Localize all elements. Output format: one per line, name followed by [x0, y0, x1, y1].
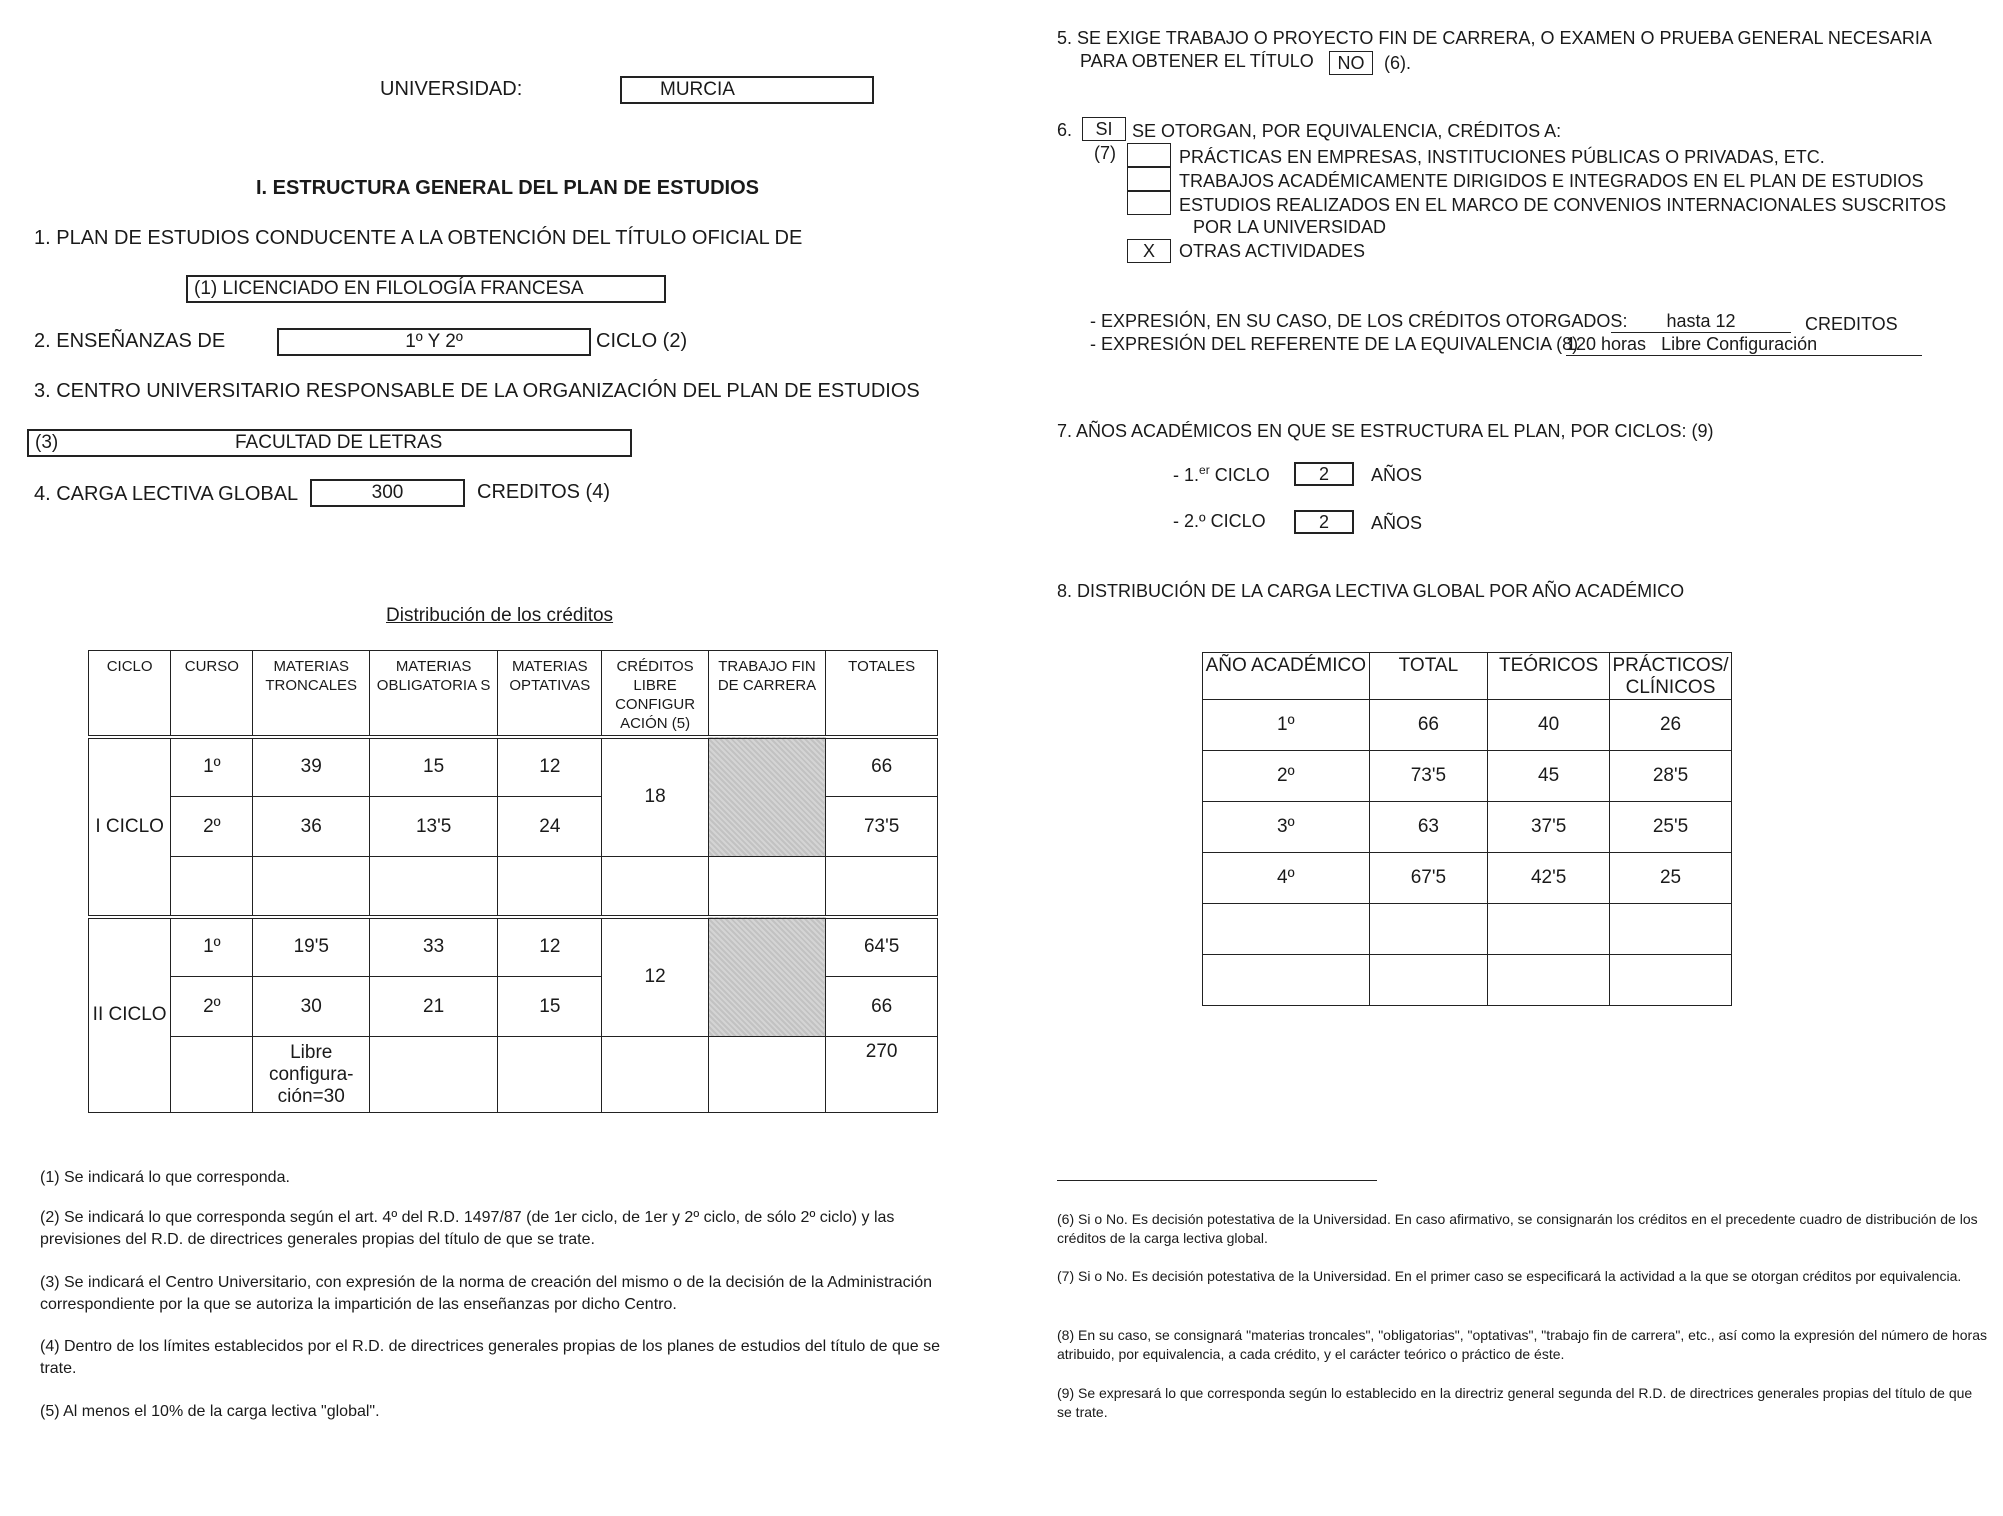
- cell-curso: 1º: [171, 917, 253, 977]
- ciclo-1-prefix: - 1.: [1173, 465, 1200, 485]
- cell-ano: 3º: [1203, 802, 1370, 853]
- cell-empty: [253, 857, 370, 917]
- header-total: TOTAL: [1369, 653, 1488, 700]
- cell-optativas: 12: [498, 917, 602, 977]
- item-5-ref: (6).: [1384, 53, 1411, 73]
- ciclo-1-label: I CICLO: [89, 737, 171, 917]
- cell-empty: [708, 1037, 826, 1113]
- ciclos-field: [277, 328, 591, 356]
- cell-empty: [602, 1037, 708, 1113]
- table-header-row: [1203, 653, 1732, 700]
- cell-teoricos: 40: [1488, 700, 1610, 751]
- item-8-label: 8. DISTRIBUCIÓN DE LA CARGA LECTIVA GLOBAL POR AÑO ACADÉMICO: [1057, 581, 1685, 601]
- footnote-divider: [1057, 1180, 1377, 1181]
- header-optativas: MATERIAS OPTATIVAS: [498, 651, 602, 737]
- cell-obligatorias: 33: [370, 917, 498, 977]
- option-checkbox-estudios: [1127, 191, 1171, 215]
- item-5-line-2: PARA OBTENER EL TÍTULO: [1080, 51, 1314, 71]
- table-row: [1203, 700, 1732, 751]
- cell-teoricos: 37'5: [1488, 802, 1610, 853]
- expr-1-label: - EXPRESIÓN, EN SU CASO, DE LOS CRÉDITOS OTORGADOS:: [1090, 311, 1628, 331]
- cell-ano: 2º: [1203, 751, 1370, 802]
- cell-teoricos: 45: [1488, 751, 1610, 802]
- table-row: [1203, 802, 1732, 853]
- ciclo-2-libre: 12: [602, 917, 708, 1037]
- footnote-3: (3) Se indicará el Centro Universitario, con expresión de la norma de creación del mismo o de la decisión de la Administración correspondiente por la que se autoriza la impartición de las enseñanzas por dicho Centro.: [40, 1274, 932, 1313]
- option-label-otras: OTRAS ACTIVIDADES: [1179, 241, 1366, 261]
- item-2-label: 2. ENSEÑANZAS DE: [34, 330, 226, 352]
- item-4-label: 4. CARGA LECTIVA GLOBAL: [34, 483, 299, 505]
- carga-field: [310, 479, 465, 507]
- item-6-ref: (7): [1094, 143, 1116, 163]
- footnote-5: (5) Al menos el 10% de la carga lectiva "global".: [40, 1403, 380, 1420]
- item-5-value: NO: [1337, 52, 1365, 73]
- cell-optativas: 15: [498, 977, 602, 1037]
- header-practicos: PRÁCTICOS/ CLÍNICOS: [1610, 653, 1732, 700]
- cell-empty: [498, 857, 602, 917]
- cell-ano: 4º: [1203, 853, 1370, 904]
- ciclo-2-years-value: 2: [1318, 511, 1329, 532]
- anos-label: AÑOS: [1371, 465, 1423, 485]
- item-4-suffix: CREDITOS (4): [477, 481, 610, 503]
- centro-ref: (3): [35, 432, 59, 453]
- footnote-1: (1) Se indicará lo que corresponda.: [40, 1169, 290, 1186]
- ciclo-1-word: CICLO: [1214, 465, 1270, 485]
- footnote-8: (8) En su caso, se consignará "materias troncales", "obligatorias", "optativas", "trabajo fin de carrera", etc., así como la expresión del número de horas atribuido, por equivalencia, a cada crédito, y el carácter teórico o práctico de éste.: [1057, 1327, 1987, 1362]
- item-5-line-1: 5. SE EXIGE TRABAJO O PROYECTO FIN DE CARRERA, O EXAMEN O PRUEBA GENERAL NECESARIA: [1057, 28, 1932, 48]
- expr-1-suffix: CREDITOS: [1805, 314, 1898, 334]
- footnote-2: (2) Se indicará lo que corresponda según el art. 4º del R.D. 1497/87 (de 1er ciclo, de 1er y 2º ciclo, de sólo 2º ciclo) y las previsiones del R.D. de directrices generales propias del título de que se trate.: [40, 1209, 895, 1248]
- cell-totales: 73'5: [826, 797, 938, 857]
- table-row: [89, 917, 938, 977]
- header-obligatorias: MATERIAS OBLIGATORIA S: [370, 651, 498, 737]
- cell-obligatorias: 21: [370, 977, 498, 1037]
- ciclos-value: 1º Y 2º: [405, 331, 463, 352]
- table-row-empty: [1203, 955, 1732, 1006]
- carga-value: 300: [371, 482, 404, 503]
- cell-empty: [171, 857, 253, 917]
- expr-2-value: 120 horas Libre Configuración: [1566, 334, 1922, 356]
- ciclo-2-years-label: - 2.º CICLO: [1173, 511, 1266, 531]
- cell-practicos: 25: [1610, 853, 1732, 904]
- centro-field: [27, 429, 632, 457]
- option-checkbox-practicas: [1127, 143, 1171, 167]
- cell-empty: [370, 857, 498, 917]
- item-6-text: SE OTORGAN, POR EQUIVALENCIA, CRÉDITOS A:: [1132, 121, 1562, 141]
- ciclo-1-years-value: 2: [1318, 463, 1329, 484]
- anos-label: AÑOS: [1371, 513, 1423, 533]
- cell-ano: 1º: [1203, 700, 1370, 751]
- footnote-7: (7) Si o No. Es decisión potestativa de la Universidad. En el primer caso se especificará la actividad a la que se otorgan créditos por equivalencia.: [1057, 1268, 1962, 1284]
- cell-trabajo-shaded: [708, 737, 826, 857]
- footnote-4: (4) Dentro de los límites establecidos por el R.D. de directrices generales propias de los planes de estudios del título de que se trate.: [40, 1338, 941, 1377]
- cell-obligatorias: 13'5: [370, 797, 498, 857]
- cell-curso: 1º: [171, 737, 253, 797]
- cell-empty: [1610, 904, 1732, 955]
- header-libre: CRÉDITOS LIBRE CONFIGUR ACIÓN (5): [602, 651, 708, 737]
- titulo-field: [186, 275, 666, 303]
- item-3-label: 3. CENTRO UNIVERSITARIO RESPONSABLE DE LA ORGANIZACIÓN DEL PLAN DE ESTUDIOS: [34, 380, 920, 402]
- cell-curso: 2º: [171, 797, 253, 857]
- cell-empty: [1369, 904, 1488, 955]
- table-row: [1203, 751, 1732, 802]
- header-teoricos: TEÓRICOS: [1488, 653, 1610, 700]
- cell-troncales: 30: [253, 977, 370, 1037]
- cell-totales: 66: [826, 737, 938, 797]
- cell-practicos: 26: [1610, 700, 1732, 751]
- cell-empty: [370, 1037, 498, 1113]
- header-curso: CURSO: [171, 651, 253, 737]
- option-label-estudios: ESTUDIOS REALIZADOS EN EL MARCO DE CONVENIOS INTERNACIONALES SUSCRITOS: [1179, 195, 1947, 215]
- cell-practicos: 28'5: [1610, 751, 1732, 802]
- section-title: I. ESTRUCTURA GENERAL DEL PLAN DE ESTUDIOS: [256, 177, 760, 199]
- header-ano: AÑO ACADÉMICO: [1203, 653, 1370, 700]
- header-ciclo: CICLO: [89, 651, 171, 737]
- ciclo-1-years-box: [1294, 462, 1354, 486]
- table-row: [1203, 853, 1732, 904]
- footnote-6: (6) Si o No. Es decisión potestativa de la Universidad. En caso afirmativo, se consignarán los créditos en el precedente cuadro de distribución de los créditos de la carga lectiva global.: [1057, 1211, 1978, 1246]
- ciclo-1-sup: er: [1199, 463, 1210, 477]
- cell-empty: [708, 857, 826, 917]
- ciclo-1-years-label: [1173, 463, 1270, 486]
- cell-empty: [498, 1037, 602, 1113]
- item-6-num: 6.: [1057, 120, 1073, 140]
- cell-trabajo-shaded: [708, 917, 826, 1037]
- cell-troncales: 19'5: [253, 917, 370, 977]
- cell-practicos: 25'5: [1610, 802, 1732, 853]
- centro-value: FACULTAD DE LETRAS: [235, 432, 443, 453]
- cell-empty: [1369, 955, 1488, 1006]
- item-5-box: [1329, 51, 1373, 75]
- table-row-empty: [89, 857, 938, 917]
- cell-optativas: 24: [498, 797, 602, 857]
- cell-total: 73'5: [1369, 751, 1488, 802]
- cell-optativas: 12: [498, 737, 602, 797]
- footnote-9: (9) Se expresará lo que corresponda según lo establecido en la directriz general segunda del R.D. de directrices generales propias del título de que se trate.: [1057, 1385, 1973, 1420]
- cell-teoricos: 42'5: [1488, 853, 1610, 904]
- cell-empty: [826, 857, 938, 917]
- header-troncales: MATERIAS TRONCALES: [253, 651, 370, 737]
- titulo-value: (1) LICENCIADO EN FILOLOGÍA FRANCESA: [194, 278, 584, 299]
- expr-1-value: hasta 12: [1611, 311, 1791, 333]
- expr-2-label: - EXPRESIÓN DEL REFERENTE DE LA EQUIVALENCIA (8): [1090, 334, 1579, 354]
- option-mark-x: X: [1142, 240, 1155, 261]
- cell-empty: [602, 857, 708, 917]
- cell-empty: [171, 1037, 253, 1113]
- ciclo-2-label: II CICLO: [89, 917, 171, 1113]
- item-6-value: SI: [1095, 118, 1113, 139]
- cell-troncales: 36: [253, 797, 370, 857]
- libre-configuracion-note: Libre configura-ción=30: [253, 1037, 370, 1113]
- universidad-label: UNIVERSIDAD:: [380, 78, 523, 100]
- cell-empty: [1203, 904, 1370, 955]
- distribucion-title: Distribución de los créditos: [386, 605, 614, 626]
- header-trabajo: TRABAJO FIN DE CARRERA: [708, 651, 826, 737]
- option-checkbox-trabajos: [1127, 167, 1171, 191]
- table-row-total: [89, 1037, 938, 1113]
- cell-total: 66: [1369, 700, 1488, 751]
- universidad-value: MURCIA: [660, 79, 735, 100]
- universidad-field: [620, 76, 874, 104]
- cell-empty: [1488, 904, 1610, 955]
- option-label-continuation: POR LA UNIVERSIDAD: [1193, 217, 1387, 237]
- table-row: [89, 737, 938, 797]
- cell-totales: 64'5: [826, 917, 938, 977]
- cell-empty: [1488, 955, 1610, 1006]
- option-checkbox-otras: [1127, 239, 1171, 263]
- table-row-empty: [1203, 904, 1732, 955]
- option-label-trabajos: TRABAJOS ACADÉMICAMENTE DIRIGIDOS E INTEGRADOS EN EL PLAN DE ESTUDIOS: [1179, 171, 1924, 191]
- ciclo-1-libre: 18: [602, 737, 708, 857]
- cell-empty: [1203, 955, 1370, 1006]
- creditos-table: [88, 650, 938, 1113]
- item-2-suffix: CICLO (2): [596, 330, 688, 352]
- cell-curso: 2º: [171, 977, 253, 1037]
- cell-totales: 66: [826, 977, 938, 1037]
- option-label-practicas: PRÁCTICAS EN EMPRESAS, INSTITUCIONES PÚBLICAS O PRIVADAS, ETC.: [1179, 147, 1825, 167]
- cell-empty: [1610, 955, 1732, 1006]
- cell-total: 67'5: [1369, 853, 1488, 904]
- header-totales: TOTALES: [826, 651, 938, 737]
- carga-por-ano-table: [1202, 652, 1732, 1006]
- grand-total: 270: [826, 1037, 938, 1113]
- item-7-label: 7. AÑOS ACADÉMICOS EN QUE SE ESTRUCTURA EL PLAN, POR CICLOS: (9): [1057, 421, 1714, 441]
- ciclo-2-years-box: [1294, 510, 1354, 534]
- item-1-label: 1. PLAN DE ESTUDIOS CONDUCENTE A LA OBTENCIÓN DEL TÍTULO OFICIAL DE: [34, 227, 803, 249]
- cell-troncales: 39: [253, 737, 370, 797]
- cell-total: 63: [1369, 802, 1488, 853]
- table-header-row: [89, 651, 938, 737]
- item-6-box: [1082, 117, 1126, 141]
- cell-obligatorias: 15: [370, 737, 498, 797]
